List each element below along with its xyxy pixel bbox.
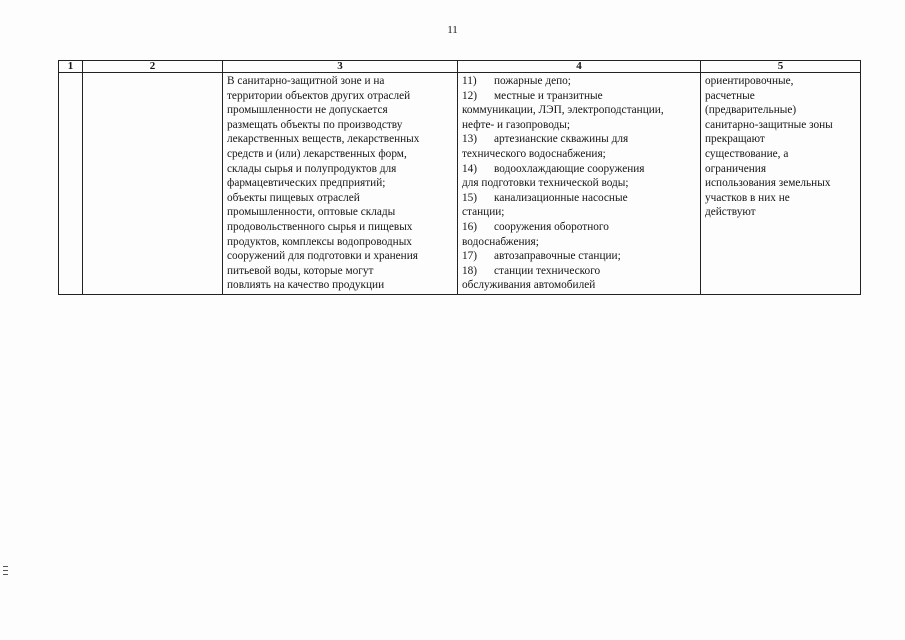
list-item-text: водоохлаждающие сооружения	[494, 162, 645, 175]
list-item-text: для подготовки технической воды;	[462, 177, 629, 190]
text-line: промышленности не допускается	[227, 104, 388, 117]
list-item-text: станции;	[462, 206, 505, 219]
list-item	[462, 103, 696, 118]
text-line: питьевой воды, которые могут	[227, 264, 374, 277]
list-item	[462, 176, 696, 191]
list-item-text: обслуживания автомобилей	[462, 279, 596, 292]
list-item-text: нефте- и газопроводы;	[462, 118, 571, 131]
list-item	[462, 132, 696, 147]
list-item-number: 14)	[462, 162, 478, 175]
text-line: участков в них не	[705, 191, 790, 204]
list-item	[462, 89, 696, 104]
cell-col-3	[223, 73, 458, 295]
cell-col-2	[83, 73, 223, 295]
list-item	[462, 220, 696, 235]
list-item-number: 11)	[462, 75, 477, 87]
list-item-text: водоснабжения;	[462, 235, 539, 248]
text-line: промышленности, оптовые склады	[227, 206, 396, 219]
list-item	[462, 74, 696, 89]
cell-col-1	[59, 73, 83, 295]
text-line: продовольственного сырья и пищевых	[227, 220, 413, 233]
text-line: действуют	[705, 206, 756, 219]
list-item	[462, 191, 696, 206]
text-line: прекращают	[705, 133, 765, 146]
text-line: средств и (или) лекарственных форм,	[227, 147, 407, 160]
list-item	[462, 147, 696, 162]
header-col-1: 1	[59, 61, 83, 73]
list-item-number: 17)	[462, 250, 478, 263]
header-col-2: 2	[83, 61, 223, 73]
margin-mark-icon	[3, 566, 8, 578]
list-item-text: канализационные насосные	[494, 191, 628, 204]
text-line: (предварительные)	[705, 104, 797, 117]
list-item-text: местные и транзитные	[494, 89, 603, 102]
text-line: ограничения	[705, 162, 767, 175]
list-item	[462, 249, 696, 264]
cell-col-4	[458, 73, 701, 295]
list-item-text: сооружения оборотного	[494, 220, 609, 233]
list-item	[462, 205, 696, 220]
list-item-text: технического водоснабжения;	[462, 147, 606, 160]
text-line: продуктов, комплексы водопроводных	[227, 235, 412, 248]
text-line: склады сырья и полупродуктов для	[227, 162, 397, 175]
cell-col-5	[701, 73, 861, 295]
list-item-number: 16)	[462, 220, 478, 233]
text-line: фармацевтических предприятий;	[227, 177, 386, 190]
text-line: ориентировочные,	[705, 75, 794, 87]
text-line: сооружений для подготовки и хранения	[227, 250, 418, 263]
list-item-text: автозаправочные станции;	[494, 250, 621, 263]
text-line: существование, а	[705, 147, 789, 160]
list-item-number: 12)	[462, 89, 478, 102]
header-col-3: 3	[223, 61, 458, 73]
list-item	[462, 118, 696, 133]
list-item-text: коммуникации, ЛЭП, электроподстанции,	[462, 104, 664, 117]
text-line: территории объектов других отраслей	[227, 89, 411, 102]
text-line: объекты пищевых отраслей	[227, 191, 360, 204]
list-item	[462, 278, 696, 293]
list-item-number: 18)	[462, 264, 478, 277]
text-line: размещать объекты по производству	[227, 118, 403, 131]
text-line: расчетные	[705, 89, 755, 102]
text-line: санитарно-защитные зоны	[705, 118, 833, 131]
list-item-text: артезианские скважины для	[494, 133, 629, 146]
table-row	[59, 73, 861, 295]
list-item-text: станции технического	[494, 264, 601, 277]
list-item-number: 15)	[462, 191, 478, 204]
list-item	[462, 264, 696, 279]
list-item-text: пожарные депо;	[494, 75, 571, 87]
text-line: использования земельных	[705, 177, 831, 190]
header-col-4: 4	[458, 61, 701, 73]
page-number: 11	[447, 24, 458, 36]
list-item	[462, 235, 696, 250]
text-line: лекарственных веществ, лекарственных	[227, 133, 420, 146]
text-line: повлиять на качество продукции	[227, 279, 385, 292]
list-item	[462, 162, 696, 177]
header-col-5: 5	[701, 61, 861, 73]
header-row	[59, 61, 861, 73]
list-item-number: 13)	[462, 133, 478, 146]
text-line: В санитарно-защитной зоне и на	[227, 75, 385, 87]
regulation-table	[58, 60, 861, 295]
